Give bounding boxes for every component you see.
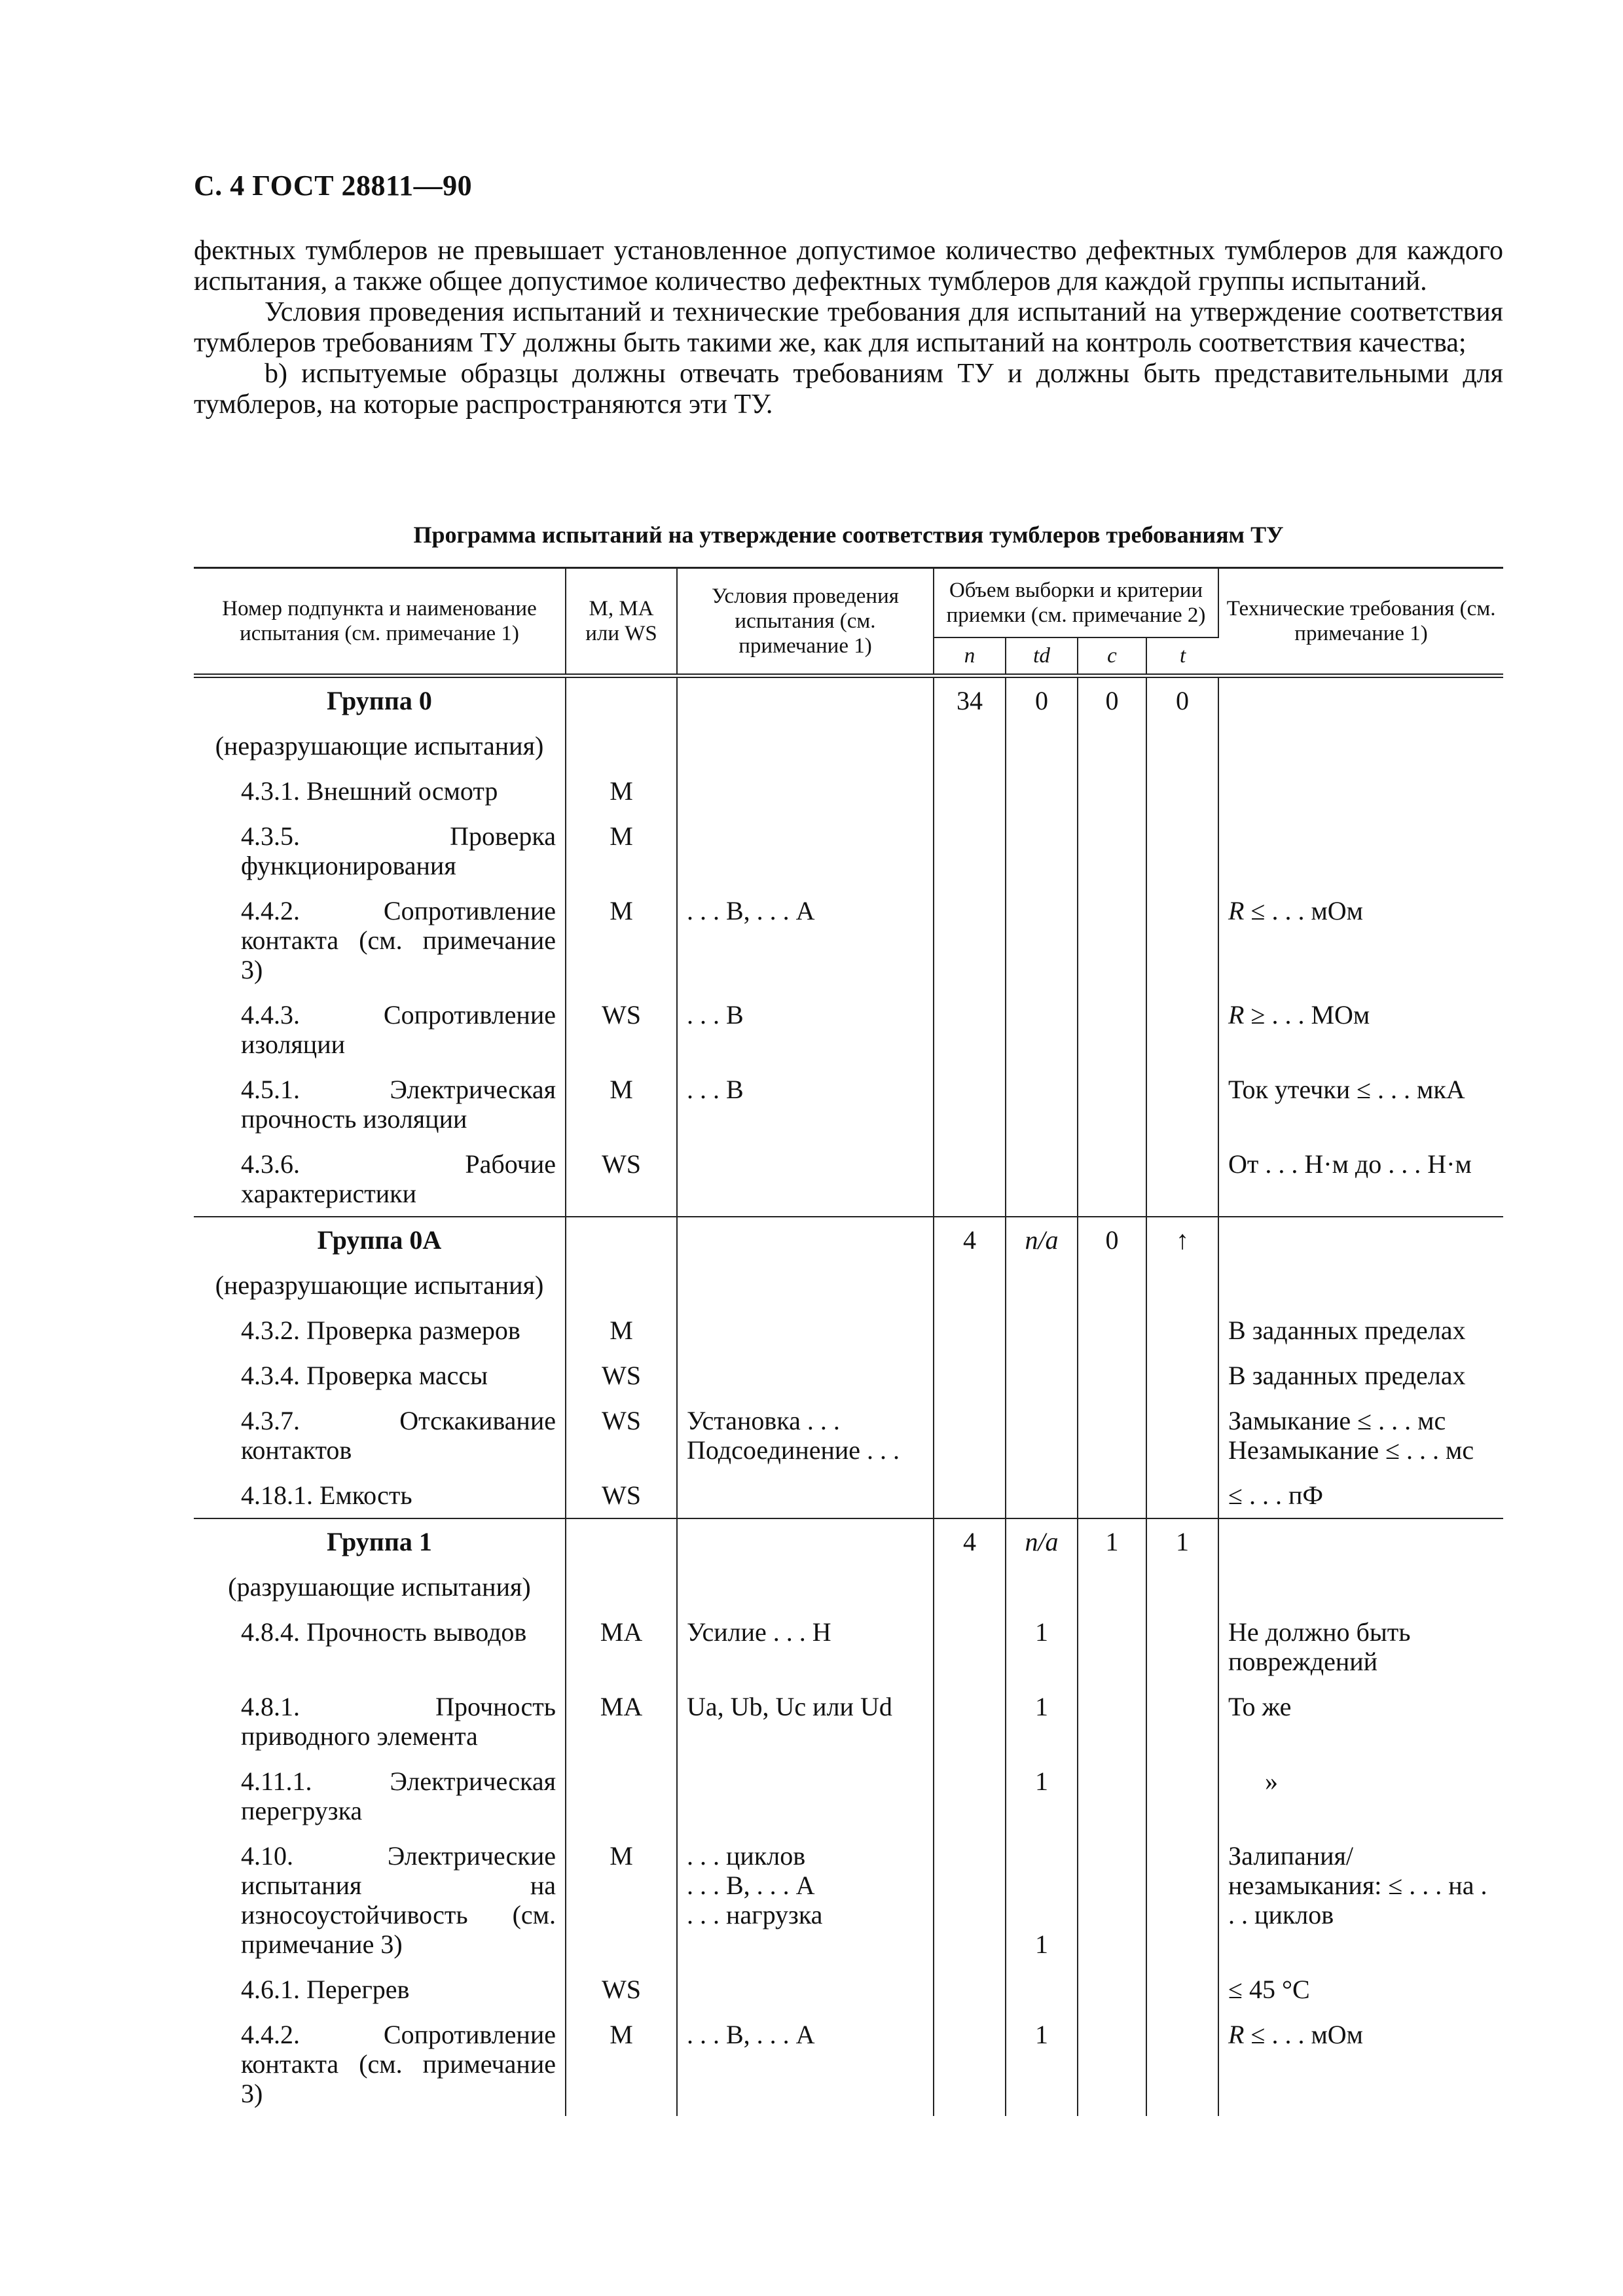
- empty-cell: [1078, 723, 1146, 768]
- test-row: [194, 1967, 1503, 2012]
- test-row: [194, 814, 1503, 888]
- test-requirements: [1218, 814, 1503, 888]
- test-t-empty: [1146, 1141, 1218, 1217]
- test-t-empty: [1146, 768, 1218, 814]
- table-title: Программа испытаний на утверждение соответствия тумблеров требованиям ТУ: [413, 522, 1284, 548]
- test-td: [1006, 1067, 1078, 1141]
- test-td: [1006, 1353, 1078, 1398]
- test-td: 1: [1006, 2012, 1078, 2116]
- test-name: [194, 888, 566, 992]
- test-requirements: [1218, 888, 1503, 992]
- test-td: 1: [1006, 1759, 1078, 1833]
- test-class: М: [566, 1067, 677, 1141]
- test-name: [194, 1759, 566, 1833]
- requirement-text: В заданных пределах: [1228, 1316, 1466, 1345]
- test-class: МА: [566, 1609, 677, 1684]
- empty-cell: [566, 1564, 677, 1609]
- empty-cell: [1218, 1263, 1503, 1308]
- test-conditions: [677, 1308, 934, 1353]
- test-class: М: [566, 1833, 677, 1967]
- test-requirements: [1218, 1308, 1503, 1353]
- empty-cell: [1146, 1564, 1218, 1609]
- empty-cell: [566, 1263, 677, 1308]
- test-n-empty: [934, 1759, 1006, 1833]
- header-c: c: [1078, 637, 1146, 676]
- test-requirements: [1218, 992, 1503, 1067]
- requirement-symbol: R: [1228, 896, 1245, 925]
- test-row: [194, 1067, 1503, 1141]
- test-conditions: [677, 814, 934, 888]
- table-body: [194, 676, 1503, 2117]
- test-row: [194, 1473, 1503, 1518]
- test-name-text: 4.6.1. Перегрев: [241, 1975, 410, 2004]
- test-name-text: 4.4.2. Сопротивление контакта (см. примечание 3): [241, 896, 556, 984]
- test-td: [1006, 992, 1078, 1067]
- group-n: 4: [934, 1217, 1006, 1263]
- test-n-empty: [934, 1067, 1006, 1141]
- test-c-empty: [1078, 1684, 1146, 1759]
- test-class: WS: [566, 992, 677, 1067]
- header-sample: Объем выборки и критерии приемки (см. примечание 2): [934, 568, 1218, 638]
- test-name-text: 4.5.1. Электрическая прочность изоляции: [241, 1075, 556, 1134]
- test-c-empty: [1078, 1759, 1146, 1833]
- test-conditions: [677, 1473, 934, 1518]
- header-requirements: Технические требования (см. примечание 1): [1218, 568, 1503, 676]
- test-class: WS: [566, 1398, 677, 1473]
- requirement-text: ≤ 45 °С: [1228, 1975, 1310, 2004]
- test-name: [194, 1308, 566, 1353]
- test-t-empty: [1146, 888, 1218, 992]
- test-class: [566, 1759, 677, 1833]
- test-row: [194, 992, 1503, 1067]
- test-c-empty: [1078, 1353, 1146, 1398]
- test-requirements: [1218, 1141, 1503, 1217]
- test-name-text: 4.3.7. Отскакивание контактов: [241, 1406, 556, 1465]
- test-requirements: [1218, 1067, 1503, 1141]
- requirement-text: Ток утечки ≤ . . . мкА: [1228, 1075, 1465, 1104]
- group-c: 0: [1078, 676, 1146, 724]
- test-td: 1: [1006, 1684, 1078, 1759]
- requirement-symbol: R: [1228, 2020, 1245, 2049]
- empty-cell: [1146, 1263, 1218, 1308]
- test-t-empty: [1146, 1473, 1218, 1518]
- header-conditions: Условия проведения испытания (см. примечание 1): [677, 568, 934, 676]
- test-requirements: [1218, 1473, 1503, 1518]
- test-conditions: [677, 1141, 934, 1217]
- test-row: [194, 1759, 1503, 1833]
- test-td: [1006, 1967, 1078, 2012]
- test-class: WS: [566, 1967, 677, 2012]
- group-c: 1: [1078, 1518, 1146, 1564]
- test-class: М: [566, 2012, 677, 2116]
- header-td: td: [1006, 637, 1078, 676]
- group-title: Группа 1: [194, 1518, 566, 1564]
- test-class: М: [566, 768, 677, 814]
- test-name: [194, 1067, 566, 1141]
- requirement-text: В заданных пределах: [1228, 1361, 1466, 1390]
- test-c-empty: [1078, 814, 1146, 888]
- empty-cell: [934, 1263, 1006, 1308]
- requirement-text: Залипания/незамыкания: ≤ . . . на . . . циклов: [1228, 1841, 1487, 1929]
- requirement-text: Замыкание ≤ . . . мс Незамыкание ≤ . . . мс: [1228, 1406, 1474, 1465]
- requirement-text: ≤ . . . мОм: [1244, 896, 1363, 925]
- test-t-empty: [1146, 2012, 1218, 2116]
- test-requirements: [1218, 768, 1503, 814]
- test-name: [194, 1141, 566, 1217]
- test-program-table: [194, 567, 1503, 2116]
- requirement-text: ≤ . . . мОм: [1244, 2020, 1363, 2049]
- group-subtitle-row: [194, 1564, 1503, 1609]
- test-requirements: [1218, 1759, 1503, 1833]
- test-td: [1006, 768, 1078, 814]
- empty-cell: [1146, 723, 1218, 768]
- group-title: Группа 0А: [194, 1217, 566, 1263]
- test-class: МА: [566, 1684, 677, 1759]
- test-t-empty: [1146, 1398, 1218, 1473]
- requirement-text: ≥ . . . МОм: [1244, 1000, 1370, 1030]
- test-requirements: [1218, 1833, 1503, 1967]
- test-row: [194, 1141, 1503, 1217]
- requirement-text: »: [1265, 1767, 1279, 1796]
- test-name-text: 4.3.5. Проверка функционирования: [241, 821, 556, 880]
- test-name: [194, 1353, 566, 1398]
- test-name-text: 4.3.4. Проверка массы: [241, 1361, 488, 1390]
- test-n-empty: [934, 768, 1006, 814]
- test-c-empty: [1078, 1398, 1146, 1473]
- test-conditions: Усилие . . . Н: [677, 1609, 934, 1684]
- test-requirements: [1218, 1684, 1503, 1759]
- requirement-text: То же: [1228, 1692, 1292, 1721]
- group-subtitle: (разрушающие испытания): [194, 1564, 566, 1609]
- test-c-empty: [1078, 1967, 1146, 2012]
- requirement-text: Не должно быть повреждений: [1228, 1617, 1411, 1676]
- test-name: [194, 992, 566, 1067]
- group-c: 0: [1078, 1217, 1146, 1263]
- test-t-empty: [1146, 1684, 1218, 1759]
- empty-cell: [677, 723, 934, 768]
- test-td: [1006, 1398, 1078, 1473]
- empty-cell: [677, 1564, 934, 1609]
- header-t: t: [1146, 637, 1218, 676]
- group-subtitle: (неразрушающие испытания): [194, 723, 566, 768]
- test-c-empty: [1078, 1067, 1146, 1141]
- test-n-empty: [934, 1141, 1006, 1217]
- test-name: [194, 814, 566, 888]
- paragraph: b) испытуемые образцы должны отвечать требованиям ТУ и должны быть представительными для тумблеров, на которые распространяются эти ТУ.: [194, 359, 1503, 420]
- test-t-empty: [1146, 1759, 1218, 1833]
- group-td: n/a: [1006, 1518, 1078, 1564]
- test-n-empty: [934, 1967, 1006, 2012]
- group-n: 4: [934, 1518, 1006, 1564]
- test-conditions: Ua, Ub, Uc или Ud: [677, 1684, 934, 1759]
- test-c-empty: [1078, 1833, 1146, 1967]
- test-requirements: [1218, 2012, 1503, 2116]
- test-conditions: [677, 1967, 934, 2012]
- test-td: [1006, 888, 1078, 992]
- test-conditions: . . . В: [677, 992, 934, 1067]
- test-td: [1006, 1141, 1078, 1217]
- test-name: [194, 1684, 566, 1759]
- test-n-empty: [934, 2012, 1006, 2116]
- requirement-text: ≤ . . . пФ: [1228, 1480, 1324, 1510]
- test-name-text: 4.4.3. Сопротивление изоляции: [241, 1000, 556, 1059]
- group-td: 0: [1006, 676, 1078, 724]
- test-t-empty: [1146, 1609, 1218, 1684]
- test-td: 1: [1006, 1609, 1078, 1684]
- group-td: n/a: [1006, 1217, 1078, 1263]
- test-td: [1006, 1308, 1078, 1353]
- test-conditions: . . . В, . . . А: [677, 2012, 934, 2116]
- test-name-text: 4.3.6. Рабочие характеристики: [241, 1149, 556, 1208]
- test-name: [194, 2012, 566, 2116]
- test-n-empty: [934, 1473, 1006, 1518]
- test-name-text: 4.4.2. Сопротивление контакта (см. примечание 3): [241, 2020, 556, 2108]
- requirement-symbol: R: [1228, 1000, 1245, 1030]
- test-n-empty: [934, 1833, 1006, 1967]
- test-n-empty: [934, 1353, 1006, 1398]
- group-t: 1: [1146, 1518, 1218, 1564]
- test-conditions: [677, 1353, 934, 1398]
- empty-cell: [1218, 723, 1503, 768]
- empty-cell: [566, 723, 677, 768]
- test-row: [194, 768, 1503, 814]
- test-c-empty: [1078, 1141, 1146, 1217]
- group-n: 34: [934, 676, 1006, 724]
- group-subtitle-row: [194, 723, 1503, 768]
- test-c-empty: [1078, 1609, 1146, 1684]
- paragraph: Условия проведения испытаний и технические требования для испытаний на утверждение соответствия тумблеров требованиям ТУ должны быть такими же, как для испытаний на контроль соответствия качества;: [194, 297, 1503, 358]
- test-row: [194, 1833, 1503, 1967]
- test-class: М: [566, 1308, 677, 1353]
- empty-cell: [1006, 1564, 1078, 1609]
- test-t-empty: [1146, 1967, 1218, 2012]
- empty-cell: [1078, 1564, 1146, 1609]
- empty-cell: [934, 723, 1006, 768]
- test-conditions: Установка . . . Подсоединение . . .: [677, 1398, 934, 1473]
- test-class: WS: [566, 1473, 677, 1518]
- empty-cell: [1078, 1263, 1146, 1308]
- test-td: [1006, 814, 1078, 888]
- test-class: WS: [566, 1353, 677, 1398]
- test-c-empty: [1078, 768, 1146, 814]
- paragraph: фектных тумблеров не превышает установленное допустимое количество дефектных тумблеров для каждого испытания, а также общее допустимое количество дефектных тумблеров для каждой группы испытаний.: [194, 236, 1503, 296]
- body-text: [194, 236, 1503, 420]
- test-row: [194, 2012, 1503, 2116]
- group-subtitle: (неразрушающие испытания): [194, 1263, 566, 1308]
- header-class: М, МА или WS: [566, 568, 677, 676]
- test-row: [194, 1609, 1503, 1684]
- page-header: С. 4 ГОСТ 28811—90: [194, 170, 473, 202]
- group-t: ↑: [1146, 1217, 1218, 1263]
- test-t-empty: [1146, 992, 1218, 1067]
- group-requirements-empty: [1218, 1518, 1503, 1564]
- test-c-empty: [1078, 1308, 1146, 1353]
- test-requirements: [1218, 1967, 1503, 2012]
- test-name: [194, 1833, 566, 1967]
- header-n: n: [934, 637, 1006, 676]
- test-row: [194, 888, 1503, 992]
- group-conditions-empty: [677, 1217, 934, 1263]
- test-conditions: [677, 1759, 934, 1833]
- group-conditions-empty: [677, 676, 934, 724]
- test-conditions: . . . циклов . . . В, . . . А . . . нагрузка: [677, 1833, 934, 1967]
- test-name: [194, 1473, 566, 1518]
- test-c-empty: [1078, 992, 1146, 1067]
- empty-cell: [1006, 723, 1078, 768]
- test-name-text: 4.18.1. Емкость: [241, 1480, 412, 1510]
- test-n-empty: [934, 1684, 1006, 1759]
- test-conditions: . . . В, . . . А: [677, 888, 934, 992]
- group-title-row: [194, 1217, 1503, 1263]
- test-name: [194, 1609, 566, 1684]
- group-title-row: [194, 676, 1503, 724]
- test-class: М: [566, 814, 677, 888]
- test-n-empty: [934, 814, 1006, 888]
- test-n-empty: [934, 888, 1006, 992]
- group-subtitle-row: [194, 1263, 1503, 1308]
- test-t-empty: [1146, 1067, 1218, 1141]
- test-name-text: 4.3.2. Проверка размеров: [241, 1316, 520, 1345]
- empty-cell: [1218, 1564, 1503, 1609]
- test-conditions: . . . В: [677, 1067, 934, 1141]
- test-name: [194, 1967, 566, 2012]
- test-t-empty: [1146, 814, 1218, 888]
- test-n-empty: [934, 1609, 1006, 1684]
- test-row: [194, 1398, 1503, 1473]
- test-row: [194, 1353, 1503, 1398]
- group-class-empty: [566, 1217, 677, 1263]
- test-name-text: 4.8.1. Прочность приводного элемента: [241, 1692, 556, 1751]
- test-c-empty: [1078, 1473, 1146, 1518]
- test-n-empty: [934, 1308, 1006, 1353]
- test-class: М: [566, 888, 677, 992]
- test-name-text: 4.8.4. Прочность выводов: [241, 1617, 527, 1647]
- test-row: [194, 1684, 1503, 1759]
- test-requirements: [1218, 1398, 1503, 1473]
- group-title-row: [194, 1518, 1503, 1564]
- test-class: WS: [566, 1141, 677, 1217]
- test-td: 1: [1006, 1833, 1078, 1967]
- test-conditions: [677, 768, 934, 814]
- test-name: [194, 1398, 566, 1473]
- test-name-text: 4.11.1. Электрическая перегрузка: [241, 1767, 556, 1825]
- empty-cell: [1006, 1263, 1078, 1308]
- test-t-empty: [1146, 1308, 1218, 1353]
- group-class-empty: [566, 1518, 677, 1564]
- empty-cell: [677, 1263, 934, 1308]
- test-n-empty: [934, 1398, 1006, 1473]
- group-conditions-empty: [677, 1518, 934, 1564]
- test-name: [194, 768, 566, 814]
- group-title: Группа 0: [194, 676, 566, 724]
- group-requirements-empty: [1218, 676, 1503, 724]
- header-name: Номер подпункта и наименование испытания (см. примечание 1): [194, 568, 566, 676]
- test-c-empty: [1078, 888, 1146, 992]
- test-requirements: [1218, 1609, 1503, 1684]
- test-n-empty: [934, 992, 1006, 1067]
- group-t: 0: [1146, 676, 1218, 724]
- test-t-empty: [1146, 1353, 1218, 1398]
- test-td: [1006, 1473, 1078, 1518]
- test-row: [194, 1308, 1503, 1353]
- group-requirements-empty: [1218, 1217, 1503, 1263]
- test-name-text: 4.3.1. Внешний осмотр: [241, 776, 498, 806]
- empty-cell: [934, 1564, 1006, 1609]
- group-class-empty: [566, 676, 677, 724]
- test-requirements: [1218, 1353, 1503, 1398]
- test-c-empty: [1078, 2012, 1146, 2116]
- test-name-text: 4.10. Электрические испытания на износоустойчивость (см. примечание 3): [241, 1841, 556, 1959]
- test-t-empty: [1146, 1833, 1218, 1967]
- requirement-text: От . . . Н·м до . . . Н·м: [1228, 1149, 1472, 1179]
